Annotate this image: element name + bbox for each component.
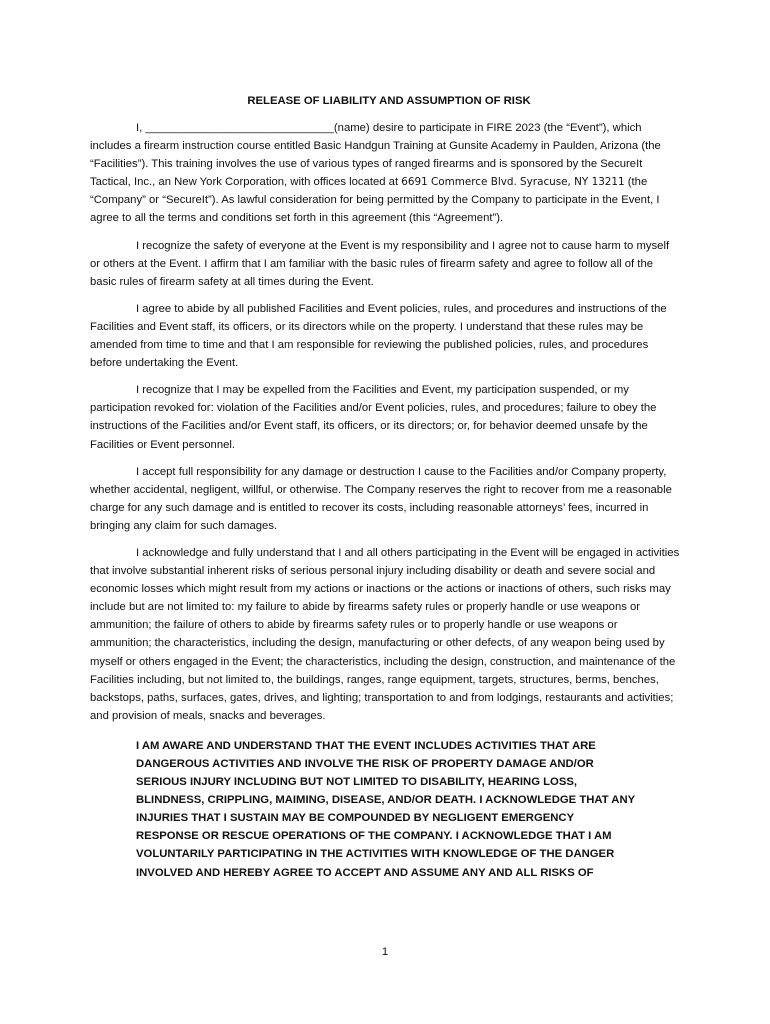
- page-number: 1: [381, 946, 389, 958]
- company-address: 6691 Commerce Blvd. Syracuse, NY 13211: [401, 176, 625, 189]
- paragraph-damage: I accept full responsibility for any damage or destruction I cause to the Facilities and/or Company property, whether accidental, negligent, willful, or otherwise. The Company reserves the right to recover from me a reasonable charge for any such damage and is entitled to recover its costs, including reasonable attorneys’ fees, incurred in bringing any claim for such damages.: [90, 465, 672, 532]
- intro-text-end: (the “Company” or “SecureIt”). As lawful consideration for being permitted by the Company to participate in the Event, I agree to all the terms and conditions set forth in this agreement (this “Agreement”).: [90, 176, 660, 225]
- paragraph-risks: I acknowledge and fully understand that I and all others participating in the Event will be engaged in activities that involve substantial inherent risks of serious personal injury including disability or death and severe social and economic losses which might result from my actions or inactions or the actions or inactions of others, such risks may include but are not limited to: my failure to abide by firearms safety rules or properly handle or use weapons or ammunition; the failure of others to abide by firearms safety rules or to properly handle or use weapons or ammunition; the characteristics, including the design, manufacturing or other defects, of any weapon being used by myself or others engaged in the Event; the characteristics, including the design, construction, and maintenance of the Facilities including, but not limited to, the buildings, ranges, range equipment, targets, structures, berms, benches, backstops, paths, surfaces, gates, drives, and lighting; transportation to and from lodgings, restaurants and activities; and provision of meals, snacks and beverages.: [90, 546, 680, 722]
- document-body: [90, 92, 680, 882]
- intro-text: (name) desire to participate in FIRE 2023 (the “Event”), which includes a firearm instruction course entitled Basic Handgun Training at Gunsite Academy in Paulden, Arizona (the “Facilities”). This training involves the use of various types of ranged firearms and is sponsored by the SecureIt Tactical, Inc., an New York Corporation, with offices located at: [90, 122, 661, 189]
- paragraph-expulsion: I recognize that I may be expelled from the Facilities and Event, my participation suspended, or my participation revoked for: violation of the Facilities and/or Event policies, rules, and procedures; failure to obey the instructions of the Facilities and/or Event staff, its officers, or its directors; or, for behavior deemed unsafe by the Facilities or Event personnel.: [90, 384, 657, 451]
- document-title: RELEASE OF LIABILITY AND ASSUMPTION OF RISK: [247, 95, 531, 107]
- paragraph-safety: I recognize the safety of everyone at the Event is my responsibility and I agree not to cause harm to myself or others at the Event. I affirm that I am familiar with the basic rules of firearm safety and agree to follow all of the basic rules of firearm safety at all times during the Event.: [90, 239, 670, 288]
- intro-prefix: I,: [136, 122, 146, 134]
- paragraph-policies: I agree to abide by all published Facilities and Event policies, rules, and procedures and instructions of the Facilities and Event staff, its officers, or its directors while on the property. I understand that these rules may be amended from time to time and that I am responsible for reviewing the published policies, rules, and procedures before undertaking the Event.: [90, 302, 667, 370]
- acknowledgement-bold-block: I AM AWARE AND UNDERSTAND THAT THE EVENT INCLUDES ACTIVITIES THAT ARE DANGEROUS ACTIVITIES AND INVOLVE THE RISK OF PROPERTY DAMAGE AND/OR SERIOUS INJURY INCLUDING BUT NOT LIMITED TO DISABILITY, HEARING LOSS, BLINDNESS, CRIPPLING, MAIMING, DISEASE, AND/OR DEATH. I ACKNOWLEDGE THAT ANY INJURIES THAT I SUSTAIN MAY BE COMPOUNDED BY NEGLIGENT EMERGENCY RESPONSE OR RESCUE OPERATIONS OF THE COMPANY. I ACKNOWLEDGE THAT I AM VOLUNTARILY PARTICIPATING IN THE ACTIVITIES WITH KNOWLEDGE OF THE DANGER INVOLVED AND HEREBY AGREE TO ACCEPT AND ASSUME ANY AND ALL RISKS OF: [136, 739, 635, 879]
- name-blank-line: ______________________________: [145, 122, 334, 134]
- intro-paragraph: [90, 119, 680, 228]
